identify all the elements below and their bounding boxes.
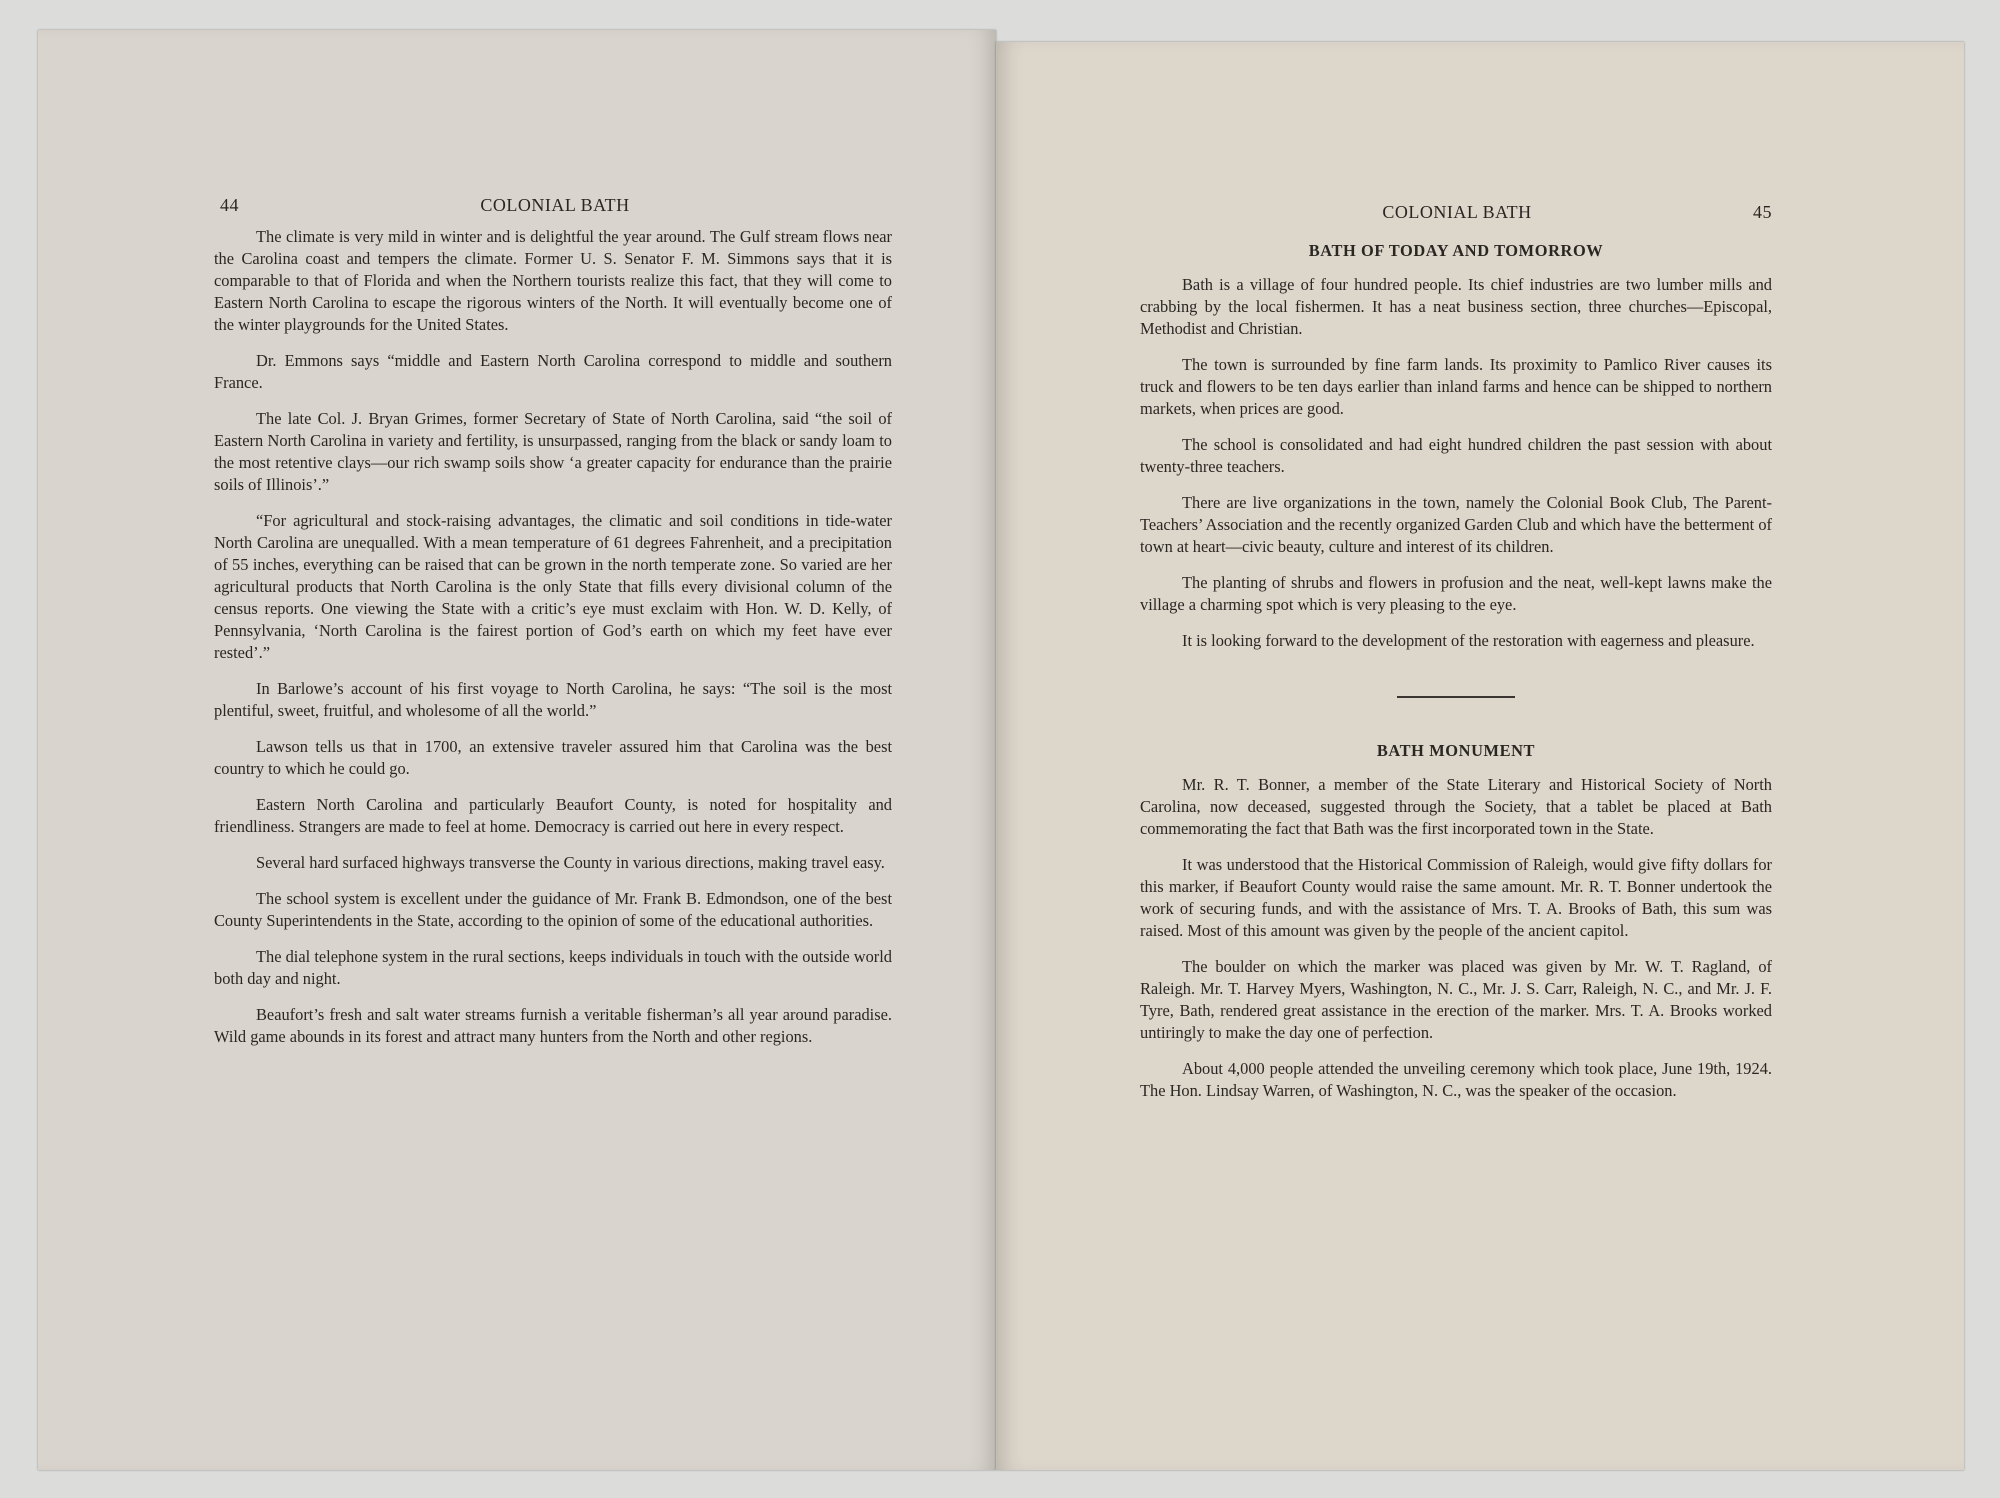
right-running-header [1142, 202, 1772, 230]
left-running-header [220, 195, 890, 223]
paragraph: Beaufort’s fresh and salt water streams furnish a veritable fisherman’s all year around paradise. Wild game abounds in its forest and attract many hunters from the North and other regions. [214, 1005, 892, 1046]
page-number: 44 [220, 195, 239, 215]
paragraph: The climate is very mild in winter and is delightful the year around. The Gulf stream flows near the Carolina coast and tempers the climate. Former U. S. Senator F. M. Simmons says that it is comparable to that of Florida and when the Northern tourists realize this fact, that they will come to Eastern North Carolina to escape the rigorous winters of the North. It will eventually become one of the winter playgrounds for the United States. [214, 227, 892, 334]
paragraph: Lawson tells us that in 1700, an extensive traveler assured him that Carolina was the best country to which he could go. [214, 737, 892, 778]
paragraph: “For agricultural and stock-raising advantages, the climatic and soil conditions in tide-water North Carolina are unequalled. With a mean temperature of 61 degrees Fahrenheit, and a precipitation of 55 inches, everything can be raised that can be grown in the north temperate zone. So varied are her agricultural products that North Carolina is the only State that fills every divisional column of the census reports. One viewing the State with a critic’s eye must exclaim with Hon. W. D. Kelly, of Pennsylvania, ‘North Carolina is the fairest portion of God’s earth on which my feet have ever rested’.” [214, 511, 892, 662]
paragraph: Eastern North Carolina and particularly Beaufort County, is noted for hospitality and friendliness. Strangers are made to feel at home. Democracy is carried out here in every respect. [214, 795, 892, 836]
paragraph: Several hard surfaced highways transverse the County in various directions, making travel easy. [256, 853, 885, 872]
paragraph: It is looking forward to the development of the restoration with eagerness and pleasure. [1182, 631, 1755, 650]
right-page [996, 42, 1964, 1470]
left-text-column [214, 226, 892, 1062]
section-divider-rule [1397, 696, 1515, 698]
running-head-title: COLONIAL BATH [1382, 202, 1532, 222]
paragraph: Mr. R. T. Bonner, a member of the State Literary and Historical Society of North Carolina, now deceased, suggested through the Society, that a tablet be placed at Bath commemorating the fact that Bath was the first incorporated town in the State. [1140, 775, 1772, 838]
paragraph: The planting of shrubs and flowers in profusion and the neat, well-kept lawns make the village a charming spot which is very pleasing to the eye. [1140, 573, 1772, 614]
page-number: 45 [1753, 202, 1772, 222]
paragraph: The school system is excellent under the guidance of Mr. Frank B. Edmondson, one of the best County Superintendents in the State, according to the opinion of some of the educational authorities. [214, 889, 892, 930]
right-text-column [1140, 240, 1772, 1116]
paragraph: Bath is a village of four hundred people. Its chief industries are two lumber mills and crabbing by the local fishermen. It has a neat business section, three churches—Episcopal, Methodist and Christian. [1140, 275, 1772, 338]
section-heading-monument: BATH MONUMENT [1376, 741, 1536, 760]
paragraph: The school is consolidated and had eight hundred children the past session with about twenty-three teachers. [1140, 435, 1772, 476]
section-heading-today-tomorrow: BATH OF TODAY AND TOMORROW [1308, 241, 1604, 260]
paragraph: The dial telephone system in the rural sections, keeps individuals in touch with the outside world both day and night. [214, 947, 892, 988]
paragraph: In Barlowe’s account of his first voyage to North Carolina, he says: “The soil is the most plentiful, sweet, fruitful, and wholesome of all the world.” [214, 679, 892, 720]
paragraph: The late Col. J. Bryan Grimes, former Secretary of State of North Carolina, said “the soil of Eastern North Carolina in variety and fertility, is unsurpassed, ranging from the black or sandy loam to the most retentive clays—our rich swamp soils show ‘a greater capacity for endurance than the prairie soils of Illinois’.” [214, 409, 892, 494]
paragraph: The boulder on which the marker was placed was given by Mr. W. T. Ragland, of Raleigh. Mr. T. Harvey Myers, Washington, N. C., Mr. J. S. Carr, Raleigh, N. C., and Mr. J. F. Tyre, Bath, rendered great assistance in the erection of the marker. Mrs. T. A. Brooks worked untiringly to make the day one of perfection. [1140, 957, 1772, 1042]
paragraph: There are live organizations in the town, namely the Colonial Book Club, The Parent-Teachers’ Association and the recently organized Garden Club and which have the betterment of town at heart—civic beauty, culture and interest of its children. [1140, 493, 1772, 556]
running-head-title: COLONIAL BATH [480, 195, 630, 215]
left-page [38, 30, 996, 1470]
paragraph: Dr. Emmons says “middle and Eastern North Carolina correspond to middle and southern France. [214, 351, 892, 392]
paragraph: The town is surrounded by fine farm lands. Its proximity to Pamlico River causes its truck and flowers to be ten days earlier than inland farms and hence can be shipped to northern markets, when prices are good. [1140, 355, 1772, 418]
paragraph: About 4,000 people attended the unveiling ceremony which took place, June 19th, 1924. The Hon. Lindsay Warren, of Washington, N. C., was the speaker of the occasion. [1140, 1059, 1772, 1100]
paragraph: It was understood that the Historical Commission of Raleigh, would give fifty dollars for this marker, if Beaufort County would raise the same amount. Mr. R. T. Bonner undertook the work of securing funds, and with the assistance of Mrs. T. A. Brooks of Bath, this sum was raised. Most of this amount was given by the people of the ancient capitol. [1140, 855, 1772, 940]
